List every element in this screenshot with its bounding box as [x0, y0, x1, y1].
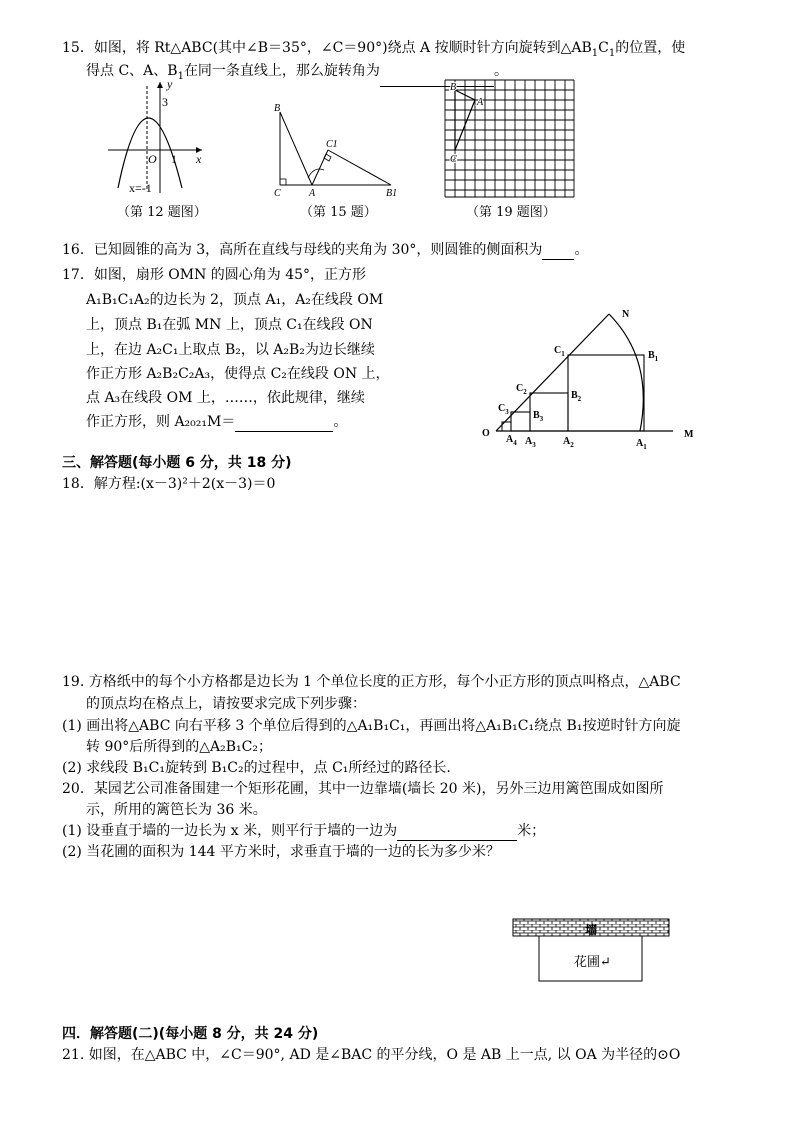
fig17-a2-label: A — [563, 436, 571, 447]
q19-line5: (2) 求线段 B₁C₁旋转到 B₁C₂的过程中，点 C₁所经过的路径长. — [62, 760, 451, 776]
q15-line1: 15．如图，将 Rt△ABC(其中∠B＝35°，∠C＝90°)绕点 A 按顺时针方向旋转到$\triangle AB_1C_1$的位置，使 — [62, 40, 686, 59]
figure-12 — [100, 78, 210, 198]
fig17-c1-label: C — [554, 345, 562, 356]
fig12-origin-label: O — [148, 152, 157, 166]
fig12-three-label: 3 — [162, 95, 168, 109]
fig15-b1-label: B1 — [386, 188, 398, 198]
fig17-a1-label: A — [636, 438, 644, 449]
fig15-b-label: B — [274, 103, 281, 114]
fig17-o-label: O — [482, 428, 490, 439]
fig17-m-label: M — [684, 429, 694, 440]
fig12-one-label: 1 — [171, 152, 177, 166]
q20-line3: (1) 设垂直于墙的一边长为 x 米，则平行于墙的一边为 米； — [62, 823, 546, 839]
section-3-heading: 三、解答题(每小题 6 分，共 18 分) — [62, 455, 292, 471]
fig19-caption: （第 19 题图） — [466, 205, 556, 220]
fig12-y-label: y — [167, 78, 173, 91]
fig12-x-label: x — [196, 152, 202, 166]
fig12-x-eq-label: x=-1 — [129, 181, 152, 195]
q20-line1: 20．某园艺公司准备围建一个矩形花圃，其中一边靠墙(墙长 20 米)，另外三边用篱笆围成如图所 — [62, 781, 664, 797]
svg-text:B1: $B_1$ — [648, 350, 659, 363]
fig17-n-label: N — [622, 309, 630, 320]
fig19-a-label: A — [477, 97, 484, 108]
q17-line7: 作正方形，则 A₂₀₂₁M＝ 。 — [86, 414, 348, 430]
svg-text:C3: $C_3$ — [498, 403, 509, 416]
q20-line4: (2) 当花圃的面积为 144 平方米时，求垂直于墙的一边的长为多少米？ — [62, 844, 500, 860]
q20-line2: 示，所用的篱笆长为 36 米。 — [86, 802, 267, 818]
q17-line5: 作正方形 A₂B₂C₂A₃，使得点 C₂在线段 ON 上， — [86, 366, 390, 382]
q19-line4: 转 90°后所得到的△A₂B₁C₂； — [86, 739, 272, 755]
fig15-caption: （第 15 题） — [300, 205, 377, 220]
q15-line2: 得点 C、A、$B_1$在同一条直线上，那么旋转角为 。 — [86, 61, 508, 87]
fig15-c1-label: C1 — [326, 139, 338, 150]
svg-text:A1: $A_1$ — [636, 438, 647, 451]
q17-line3: 上，顶点 B₁在弧 MN 上，顶点 C₁在线段 ON — [86, 317, 373, 333]
q19-line3: (1) 画出将△ABC 向右平移 3 个单位后得到的△A₁B₁C₁，再画出将△A₁B₁C₁绕点 B₁按逆时针方向旋 — [62, 718, 681, 734]
q17-line2: A₁B₁C₁A₂的边长为 2，顶点 A₁，A₂在线段 OM — [86, 292, 384, 308]
fig17-b3-label: B — [533, 410, 540, 421]
svg-text:C1: $C_1$ — [554, 345, 565, 358]
q19-line1: 19. 方格纸中的每个小方格都是边长为 1 个单位长度的正方形，每个小正方形的顶点叫格点，△ABC — [62, 674, 681, 690]
wall-label: 墙 — [585, 923, 598, 937]
fig15-a-label: A — [309, 188, 316, 198]
q17-line4: 上，在边 A₂C₁上取点 B₂，以 A₂B₂为边长继续 — [86, 342, 375, 358]
svg-text:A2: $A_2$ — [563, 436, 574, 449]
fig17-a4-label: A — [506, 434, 514, 445]
garden-label: 花圃↵ — [574, 954, 611, 969]
q20-answer-blank[interactable] — [397, 824, 517, 841]
fig17-b1-label: B — [648, 350, 655, 361]
fig15-c-label: C — [274, 188, 281, 198]
svg-text:A3: $A_3$ — [525, 436, 536, 449]
fig12-caption: （第 12 题图） — [117, 205, 207, 220]
figure-17-sector — [476, 300, 706, 452]
svg-text:B3: $B_3$ — [533, 410, 544, 423]
fig19-b-label: B — [450, 82, 457, 93]
q16-line: 16．已知圆锥的高为 3，高所在直线与母线的夹角为 30°，则圆锥的侧面积为 。 — [62, 242, 589, 258]
q18-line: 18．解方程:(x－3)²＋2(x－3)＝0 — [62, 476, 276, 492]
q19-line2: 的顶点均在格点上，请按要求完成下列步骤： — [86, 696, 366, 712]
fig17-a3-label: A — [525, 436, 533, 447]
fig17-c2-label: C — [516, 383, 524, 394]
section-4-heading: 四．解答题(二)(每小题 8 分，共 24 分) — [62, 1026, 319, 1042]
q17-line6: 点 A₃在线段 OM 上，……，依此规律，继续 — [86, 390, 365, 406]
q16-answer-blank[interactable] — [542, 243, 574, 260]
q17-answer-blank[interactable] — [235, 415, 333, 432]
svg-text:A4: $A_4$ — [506, 434, 517, 447]
fig17-b2-label: B — [571, 390, 578, 401]
figure-15 — [268, 100, 408, 198]
fig17-c3-label: C — [498, 403, 506, 414]
figure-19-grid — [443, 78, 577, 200]
svg-text:C2: $C_2$ — [516, 383, 527, 396]
q17-line1: 17．如图，扇形 OMN 的圆心角为 45°，正方形 — [62, 267, 367, 283]
fig19-c-label: C — [450, 154, 457, 165]
svg-text:B2: $B_2$ — [571, 390, 582, 403]
figure-20-garden — [512, 918, 672, 984]
q21-line: 21. 如图，在△ABC 中，∠C＝90°, AD 是∠BAC 的平分线，O 是 AB 上一点, 以 OA 为半径的⊙O — [62, 1047, 681, 1063]
